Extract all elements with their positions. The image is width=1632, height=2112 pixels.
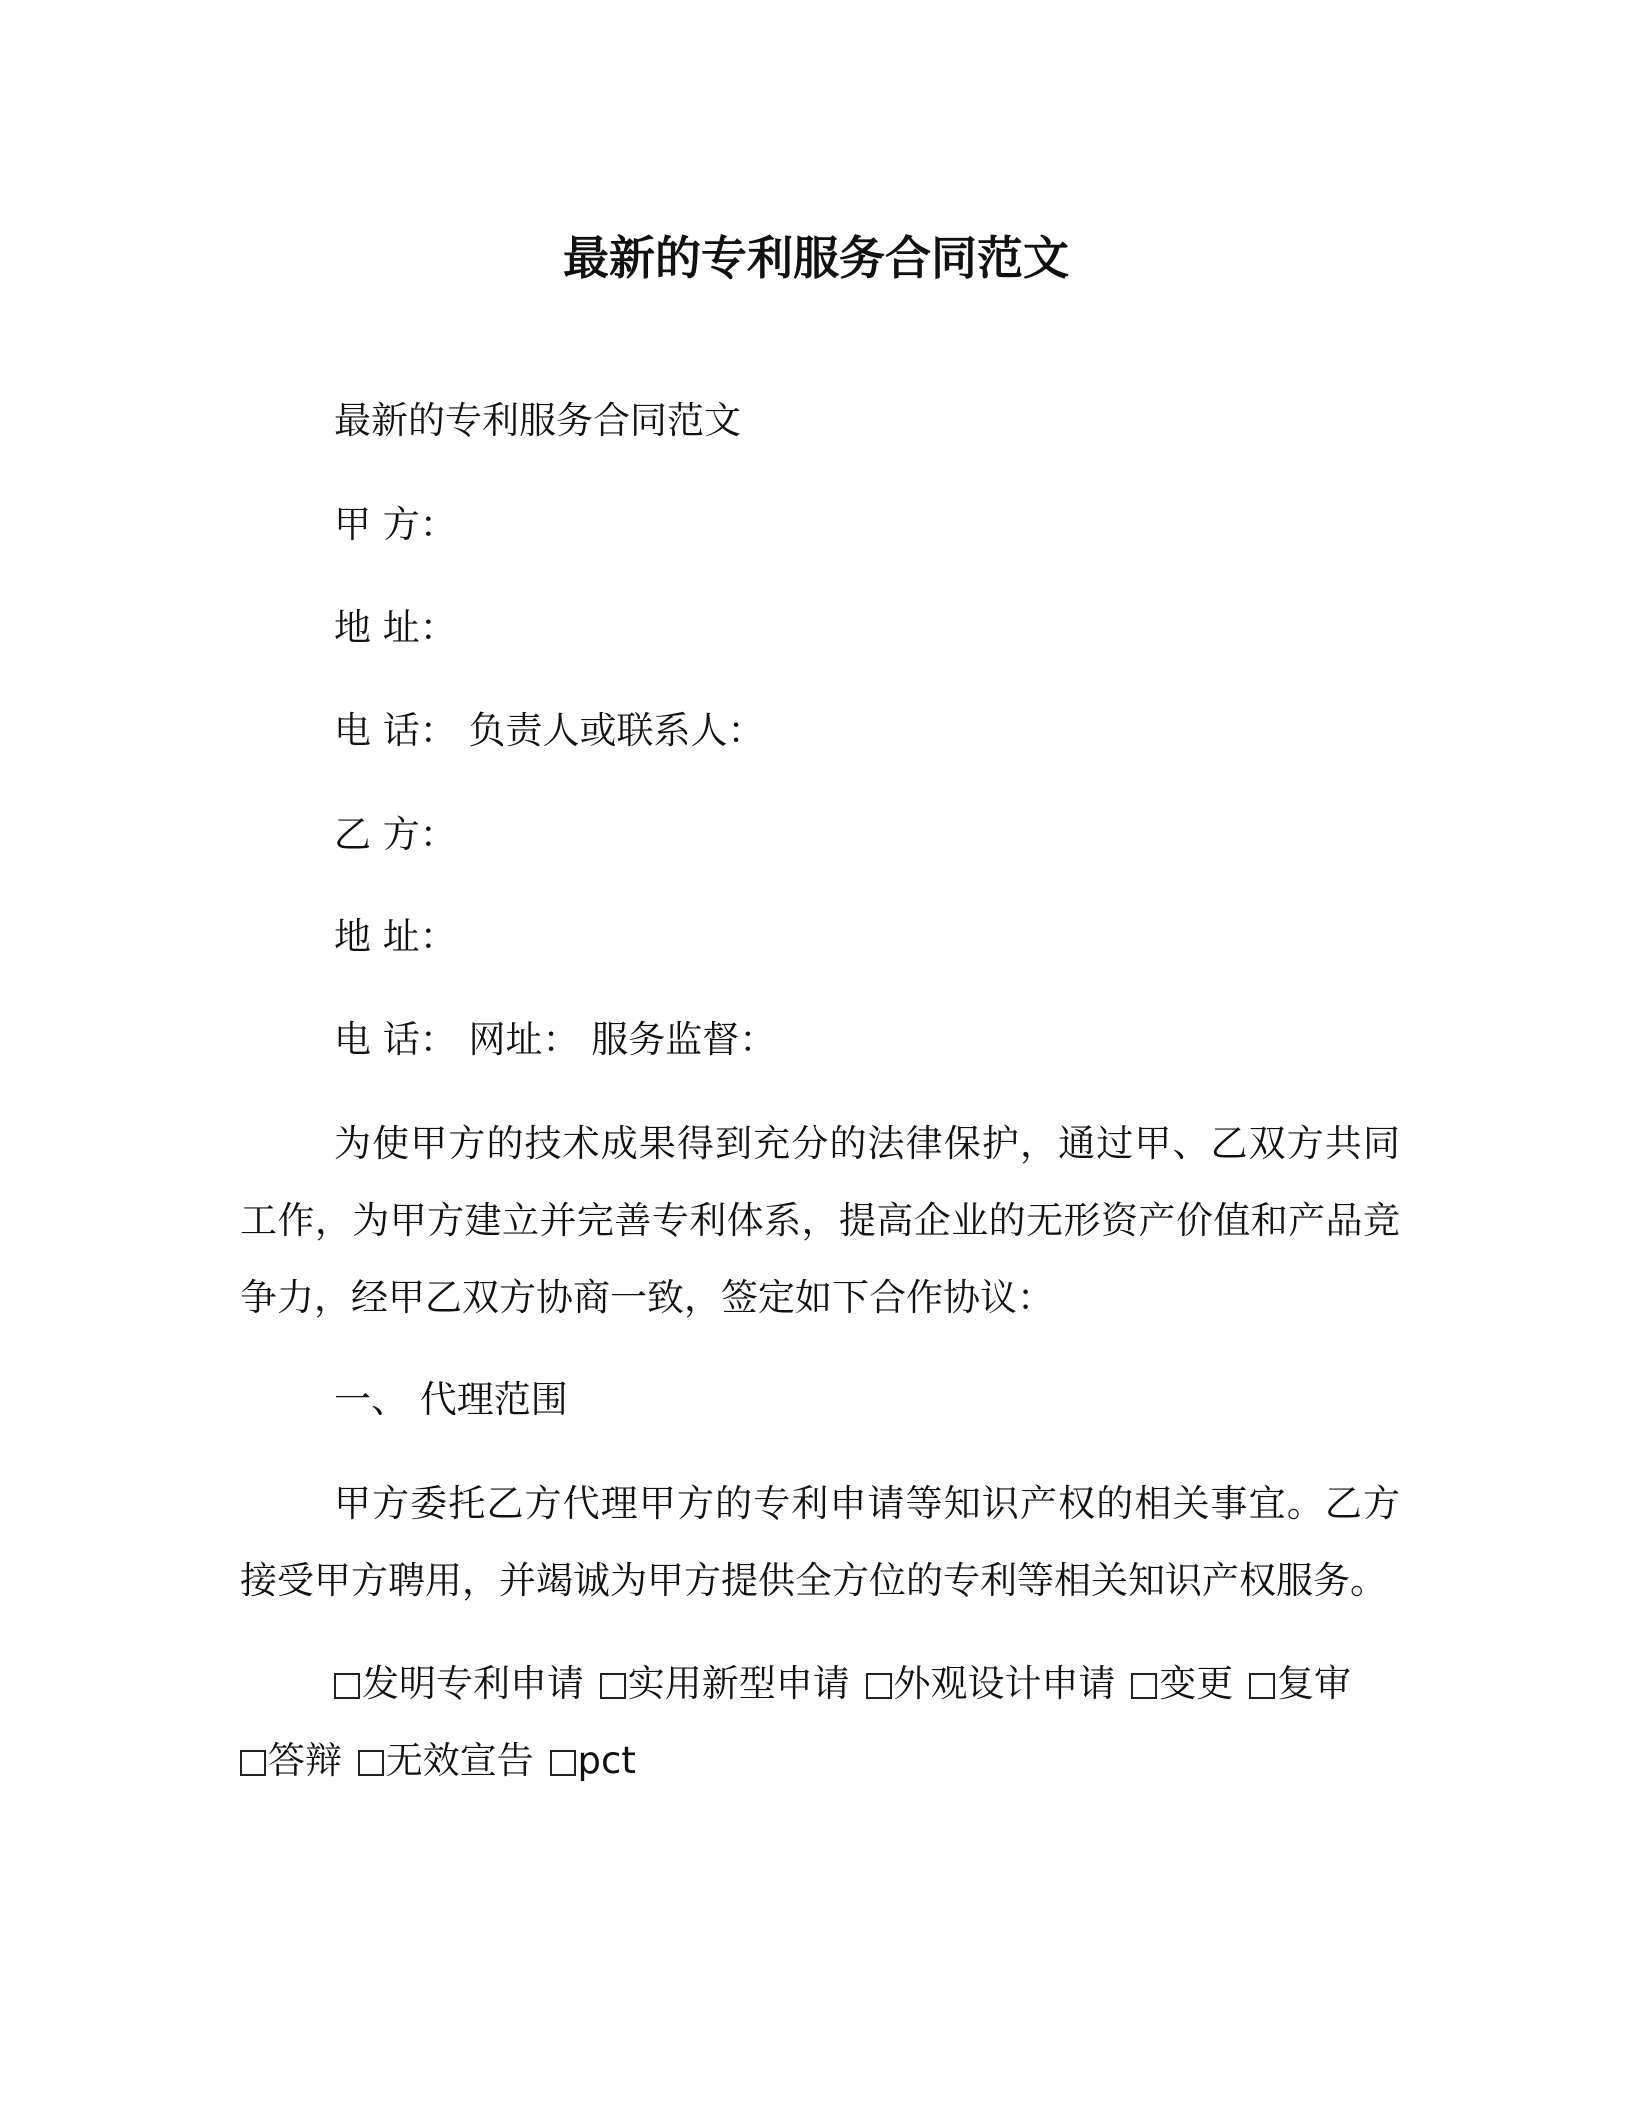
document-title: 最新的专利服务合同范文 xyxy=(563,231,1069,285)
checkbox-square-icon[interactable] xyxy=(550,1750,576,1776)
party-a-address: 地 址： xyxy=(334,606,457,649)
service-checkbox-list xyxy=(240,1645,1400,1799)
checkbox-item[interactable]: 变更 xyxy=(1131,1645,1233,1722)
intro-paragraph: 为使甲方的技术成果得到充分的法律保护，通过甲、乙双方共同工作，为甲方建立并完善专利体系，提高企业的无形资产价值和产品竞争力，经甲乙双方协商一致，签定如下合作协议： xyxy=(240,1122,1400,1319)
checkbox-square-icon[interactable] xyxy=(600,1673,626,1699)
section1-heading: 一、 代理范围 xyxy=(334,1378,568,1421)
document-subtitle: 最新的专利服务合同范文 xyxy=(334,399,741,442)
checkbox-item[interactable]: 发明专利申请 xyxy=(334,1645,584,1722)
checkbox-item[interactable]: 复审 xyxy=(1249,1645,1351,1722)
section1-paragraph: 甲方委托乙方代理甲方的专利申请等知识产权的相关事宜。乙方接受甲方聘用，并竭诚为甲方提供全方位的专利等相关知识产权服务。 xyxy=(240,1482,1400,1602)
party-b-address: 地 址： xyxy=(334,915,457,958)
checkbox-item[interactable]: pct xyxy=(550,1722,636,1799)
checkbox-square-icon[interactable] xyxy=(1131,1673,1157,1699)
party-a-phone: 电 话： 负责人或联系人： xyxy=(334,709,765,752)
checkbox-square-icon[interactable] xyxy=(866,1673,892,1699)
checkbox-square-icon[interactable] xyxy=(334,1673,360,1699)
checkbox-row-2 xyxy=(240,1722,1400,1799)
checkbox-item[interactable]: 外观设计申请 xyxy=(866,1645,1116,1722)
party-b-label: 乙 方： xyxy=(334,813,457,856)
checkbox-square-icon[interactable] xyxy=(1249,1673,1275,1699)
checkbox-square-icon[interactable] xyxy=(240,1750,266,1776)
party-a-label: 甲 方： xyxy=(334,503,457,546)
party-b-phone: 电 话： 网址： 服务监督： xyxy=(334,1018,777,1061)
checkbox-item[interactable]: 实用新型申请 xyxy=(600,1645,850,1722)
checkbox-square-icon[interactable] xyxy=(358,1750,384,1776)
checkbox-row-1 xyxy=(240,1645,1400,1722)
checkbox-item[interactable]: 答辩 xyxy=(240,1722,342,1799)
checkbox-item[interactable]: 无效宣告 xyxy=(358,1722,534,1799)
